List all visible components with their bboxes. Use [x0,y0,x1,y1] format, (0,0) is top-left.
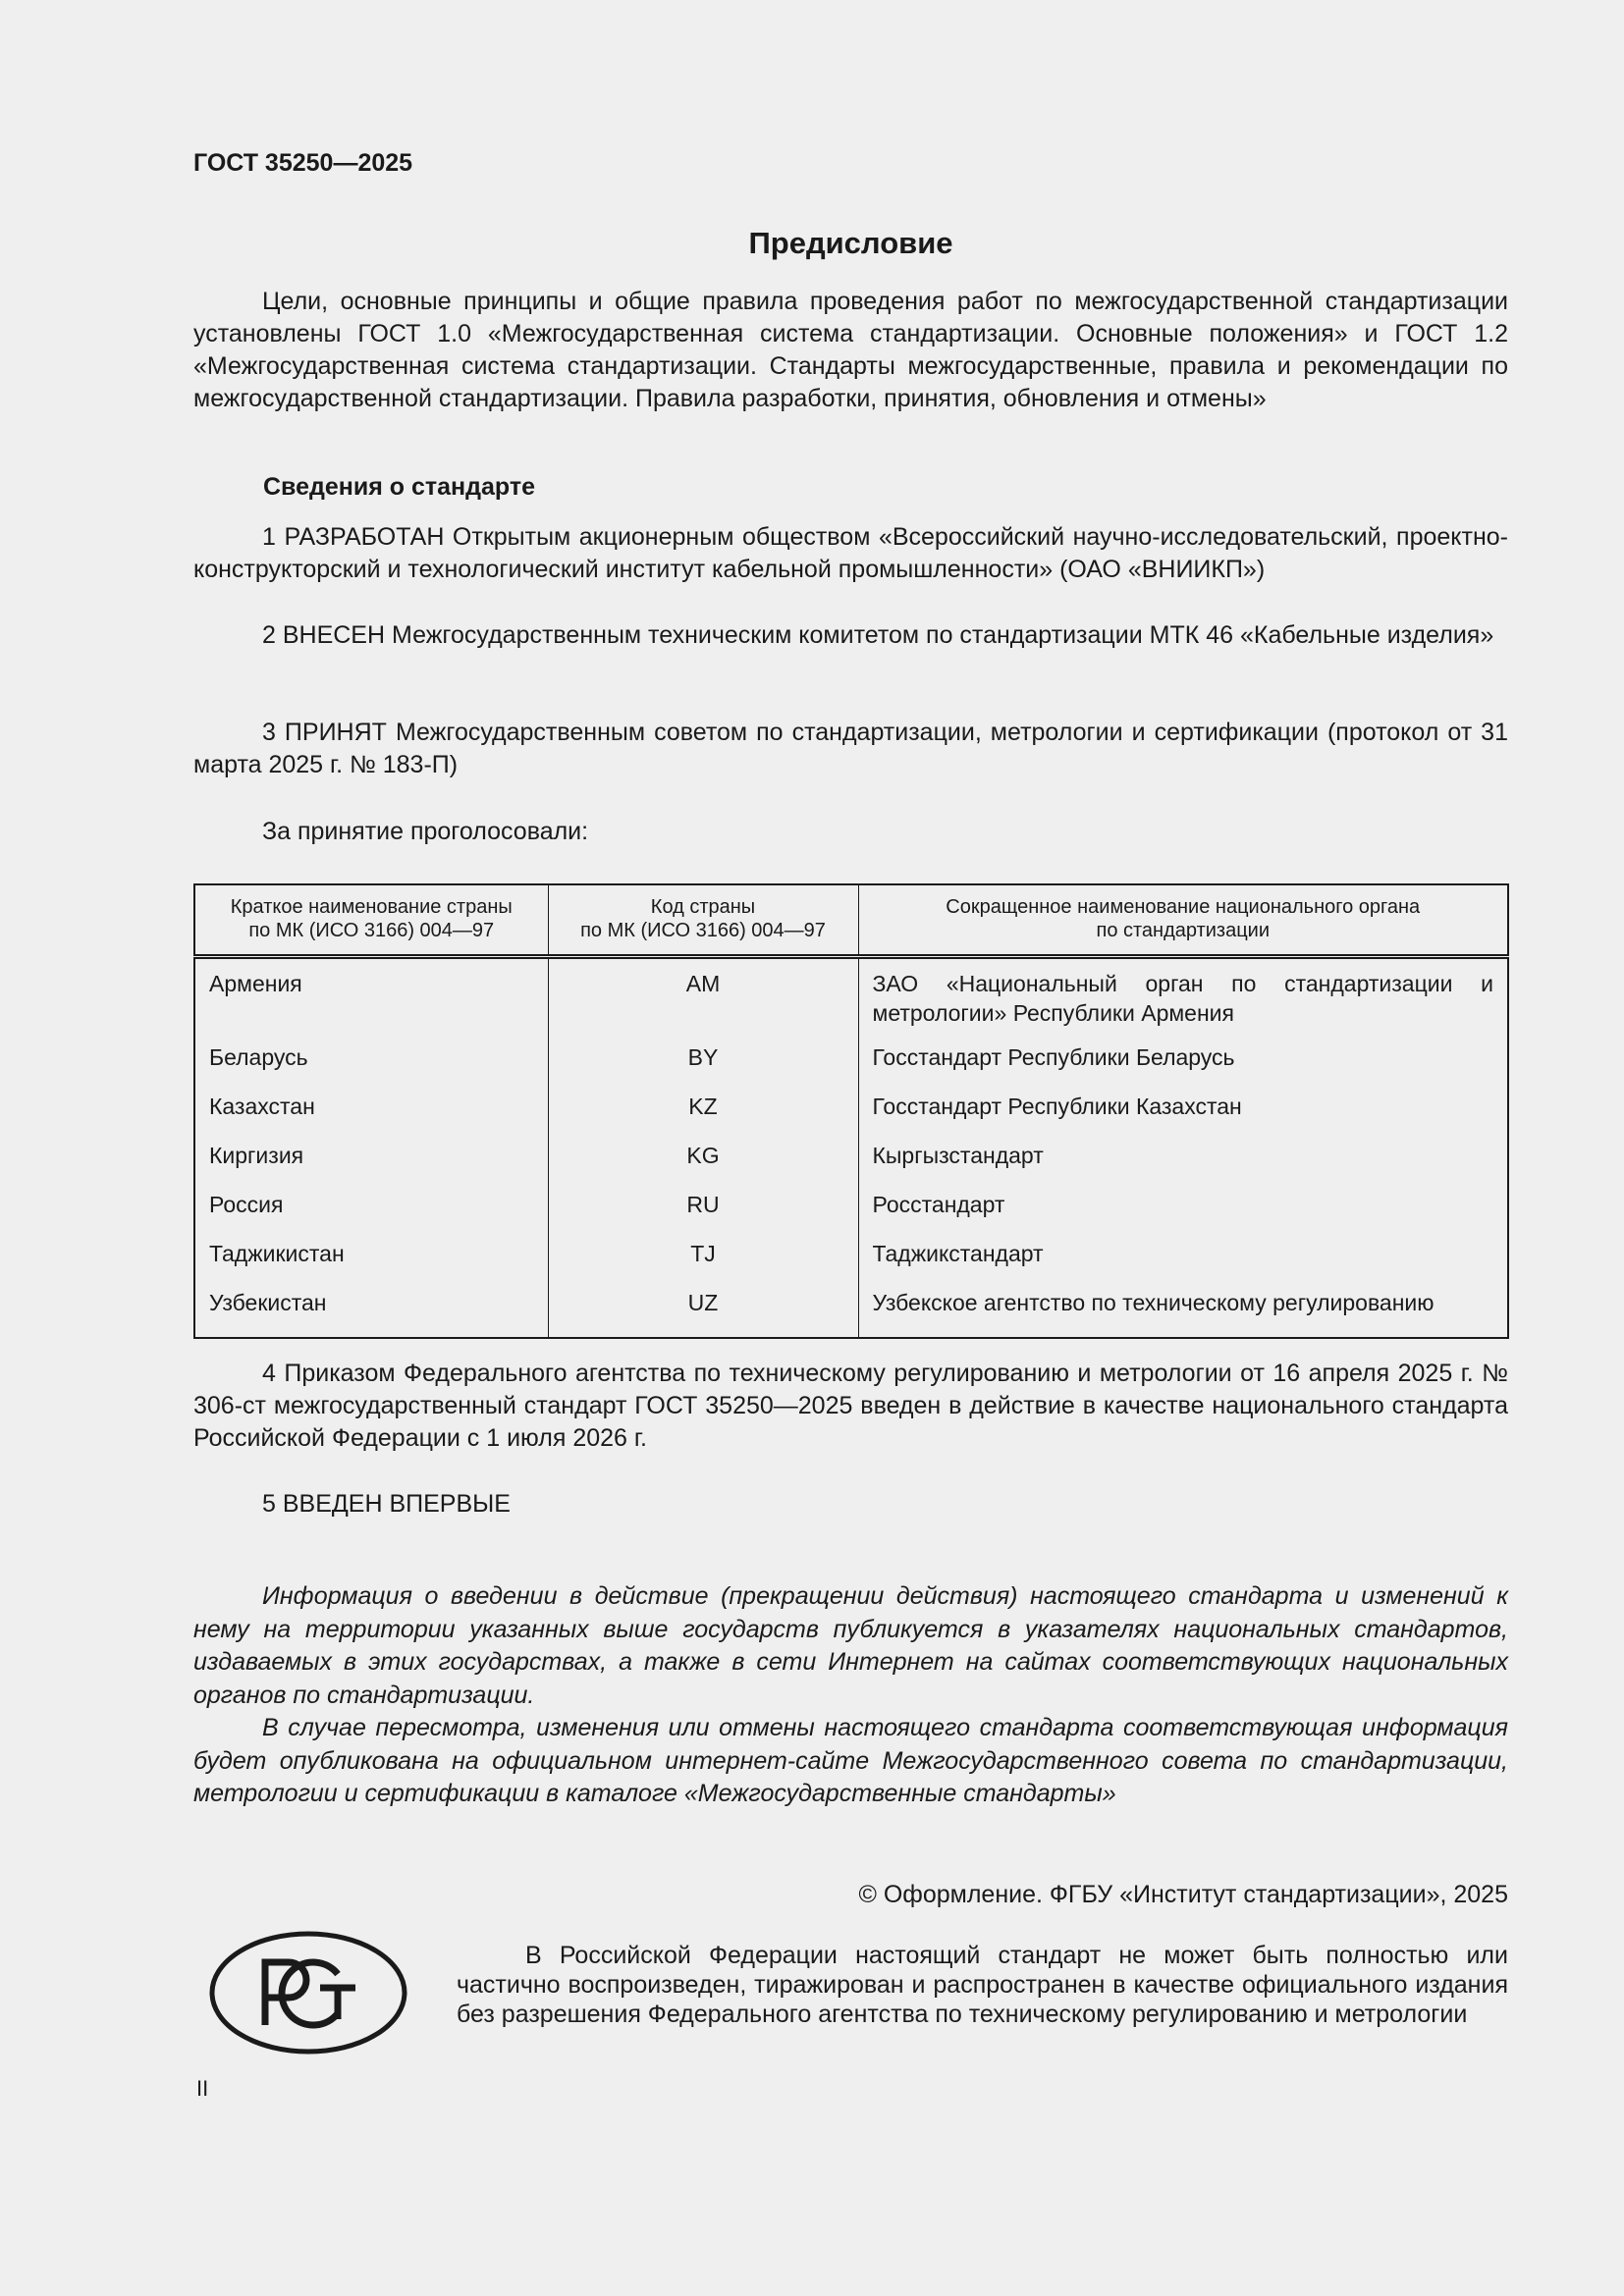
item-3 [193,717,1508,781]
code-cell: TJ [548,1239,858,1288]
org-cell: Госстандарт Республики Беларусь [858,1042,1508,1092]
rights-text: В Российской Федерации настоящий стандарт не может быть полностью или частично воспроизведен, тиражирован и распространен в качестве официального издания без разрешения Федерального агентства по техническому регулированию и метрологии [457,1942,1508,2028]
item-5-text: 5 ВВЕДЕН ВПЕРВЫЕ [262,1490,511,1518]
org-cell: Таджикстандарт [858,1239,1508,1288]
table-row [194,1092,1508,1141]
info-block [193,1580,1508,1811]
section-subheading: Сведения о стандарте [263,473,536,501]
header-org [858,884,1508,957]
page-number: II [196,2076,209,2101]
table-row [194,957,1508,1043]
item-5 [193,1488,1508,1521]
country-cell: Узбекистан [194,1288,548,1338]
country-cell: Киргизия [194,1141,548,1190]
table-row [194,1288,1508,1338]
org-cell: ЗАО «Национальный орган по стандартизации и метрологии» Республики Армения [858,957,1508,1043]
item-3-text: 3 ПРИНЯТ Межгосударственным советом по стандартизации, метрологии и сертификации (протокол от 31 марта 2025 г. № 183-П) [193,719,1508,778]
header-code-line1: Код страны [650,896,756,918]
table-header-row [194,884,1508,957]
item-4 [193,1358,1508,1455]
rst-logo [208,1929,409,2056]
item-2 [193,619,1508,652]
header-code-line2: по МК (ИСО 3166) 004—97 [580,920,826,941]
country-cell: Казахстан [194,1092,548,1141]
org-cell: Узбекское агентство по техническому регулированию [858,1288,1508,1338]
code-cell: BY [548,1042,858,1092]
info-paragraph-1: Информация о введении в действие (прекращении действия) настоящего стандарта и изменений к нему на территории указанных выше государств публикуется в указателях национальных стандартов, издаваемых в этих государствах, а также в сети Интернет на сайтах соответствующих национальных органов по стандартизации. [193,1582,1508,1709]
code-cell: RU [548,1190,858,1239]
document-code: ГОСТ 35250—2025 [193,149,413,177]
info-paragraph-2: В случае пересмотра, изменения или отмены настоящего стандарта соответствующая информация будет опубликована на официальном интернет-сайте Межгосударственного совета по стандартизации, метрологии и сертификации в каталоге «Межгосударственные стандарты» [193,1714,1508,1807]
header-org-line1: Сокращенное наименование национального органа [946,896,1421,918]
country-cell: Таджикистан [194,1239,548,1288]
rights-notice [457,1941,1508,2029]
intro-text: Цели, основные принципы и общие правила проведения работ по межгосударственной стандартизации установлены ГОСТ 1.0 «Межгосударственная система стандартизации. Основные положения» и ГОСТ 1.2 «Межгосударственная система стандартизации. Стандарты межгосударственные, правила и рекомендации по межгосударственной стандартизации. Правила разработки, принятия, обновления и отмены» [193,288,1508,412]
country-cell: Россия [194,1190,548,1239]
voted-label [193,816,1508,848]
header-country-line2: по МК (ИСО 3166) 004—97 [248,920,495,941]
code-cell: KZ [548,1092,858,1141]
table-row [194,1141,1508,1190]
item-1-text: 1 РАЗРАБОТАН Открытым акционерным обществом «Всероссийский научно-исследовательский, проектно-конструкторский и технологический институт кабельной промышленности» (ОАО «ВНИИКП») [193,523,1508,583]
country-cell: Армения [194,957,548,1043]
item-2-text: 2 ВНЕСЕН Межгосударственным техническим комитетом по стандартизации МТК 46 «Кабельные изделия» [262,621,1494,649]
code-cell: UZ [548,1288,858,1338]
intro-paragraph [193,286,1508,415]
header-code [548,884,858,957]
org-cell: Росстандарт [858,1190,1508,1239]
header-country [194,884,548,957]
table-row [194,1042,1508,1092]
item-4-text: 4 Приказом Федерального агентства по техническому регулированию и метрологии от 16 апреля 2025 г. № 306-ст межгосударственный стандарт ГОСТ 35250—2025 введен в действие в качестве национального стандарта Российской Федерации с 1 июля 2026 г. [193,1360,1508,1452]
org-cell: Госстандарт Республики Казахстан [858,1092,1508,1141]
item-1 [193,521,1508,586]
country-cell: Беларусь [194,1042,548,1092]
header-country-line1: Краткое наименование страны [230,896,513,918]
table-row [194,1190,1508,1239]
voting-table [193,883,1509,1339]
table-row [194,1239,1508,1288]
page-title: Предисловие [748,226,953,260]
copyright-notice: © Оформление. ФГБУ «Институт стандартизации», 2025 [858,1881,1508,1908]
header-org-line2: по стандартизации [1096,920,1270,941]
code-cell: KG [548,1141,858,1190]
code-cell: AM [548,957,858,1043]
voted-text: За принятие проголосовали: [262,818,589,845]
org-cell: Кыргызстандарт [858,1141,1508,1190]
